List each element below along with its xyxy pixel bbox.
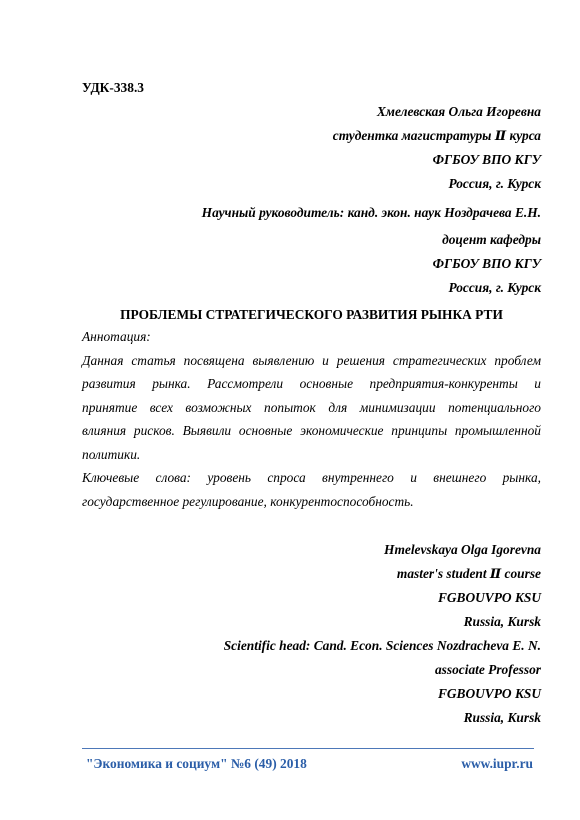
annotation-line: влияния рисков. Выявили основные экономические принципы промышленной	[82, 423, 541, 438]
supervisor-ru: Научный руководитель: канд. экон. наук Ноздрачева Е.Н.	[201, 205, 541, 220]
annotation-block	[82, 325, 541, 513]
supervisor-position-en: associate Professor	[434, 662, 541, 677]
author-location-en: Russia, Kursk	[463, 614, 541, 629]
supervisor-position-ru: доцент кафедры	[442, 232, 541, 247]
author-org-en: FGBOUVPO KSU	[437, 590, 541, 605]
footer-journal: "Экономика и социум" №6 (49) 2018	[86, 756, 307, 771]
supervisor-org-ru: ФГБОУ ВПО КГУ	[432, 256, 541, 271]
footer-website-link[interactable]: www.iupr.ru	[461, 756, 533, 771]
annotation-label: Аннотация:	[82, 329, 151, 344]
author-name-ru: Хмелевская Ольга Игоревна	[376, 104, 541, 119]
keywords-line: Ключевые слова: уровень спроса внутреннего и внешнего рынка,	[82, 470, 541, 485]
supervisor-en: Scientific head: Cand. Econ. Sciences Nozdracheva E. N.	[223, 638, 541, 653]
keywords-line: государственное регулирование, конкурентоспособность.	[82, 493, 414, 509]
author-org-ru: ФГБОУ ВПО КГУ	[432, 152, 541, 167]
annotation-line: политики.	[82, 446, 141, 462]
supervisor-location-en: Russia, Kursk	[463, 710, 541, 725]
author-status-ru: студентка магистратуры Ⅱ курса	[332, 128, 541, 143]
author-status-en: master's student Ⅱ course	[396, 566, 541, 581]
author-name-en: Hmelevskaya Olga Igorevna	[384, 542, 541, 557]
footer-divider	[82, 748, 534, 749]
annotation-line: принятие всех возможных попыток для минимизации потенциального	[82, 399, 541, 415]
author-location-ru: Россия, г. Курск	[448, 176, 541, 191]
article-title: ПРОБЛЕМЫ СТРАТЕГИЧЕСКОГО РАЗВИТИЯ РЫНКА РТИ	[120, 307, 503, 322]
annotation-line: Данная статья посвящена выявлению и решения стратегических проблем	[82, 352, 541, 368]
supervisor-org-en: FGBOUVPO KSU	[437, 686, 541, 701]
udk-code: УДК-338.3	[82, 80, 144, 95]
annotation-line: развития рынка. Рассмотрели основные предприятия-конкуренты и	[82, 376, 541, 391]
supervisor-location-ru: Россия, г. Курск	[448, 280, 541, 295]
